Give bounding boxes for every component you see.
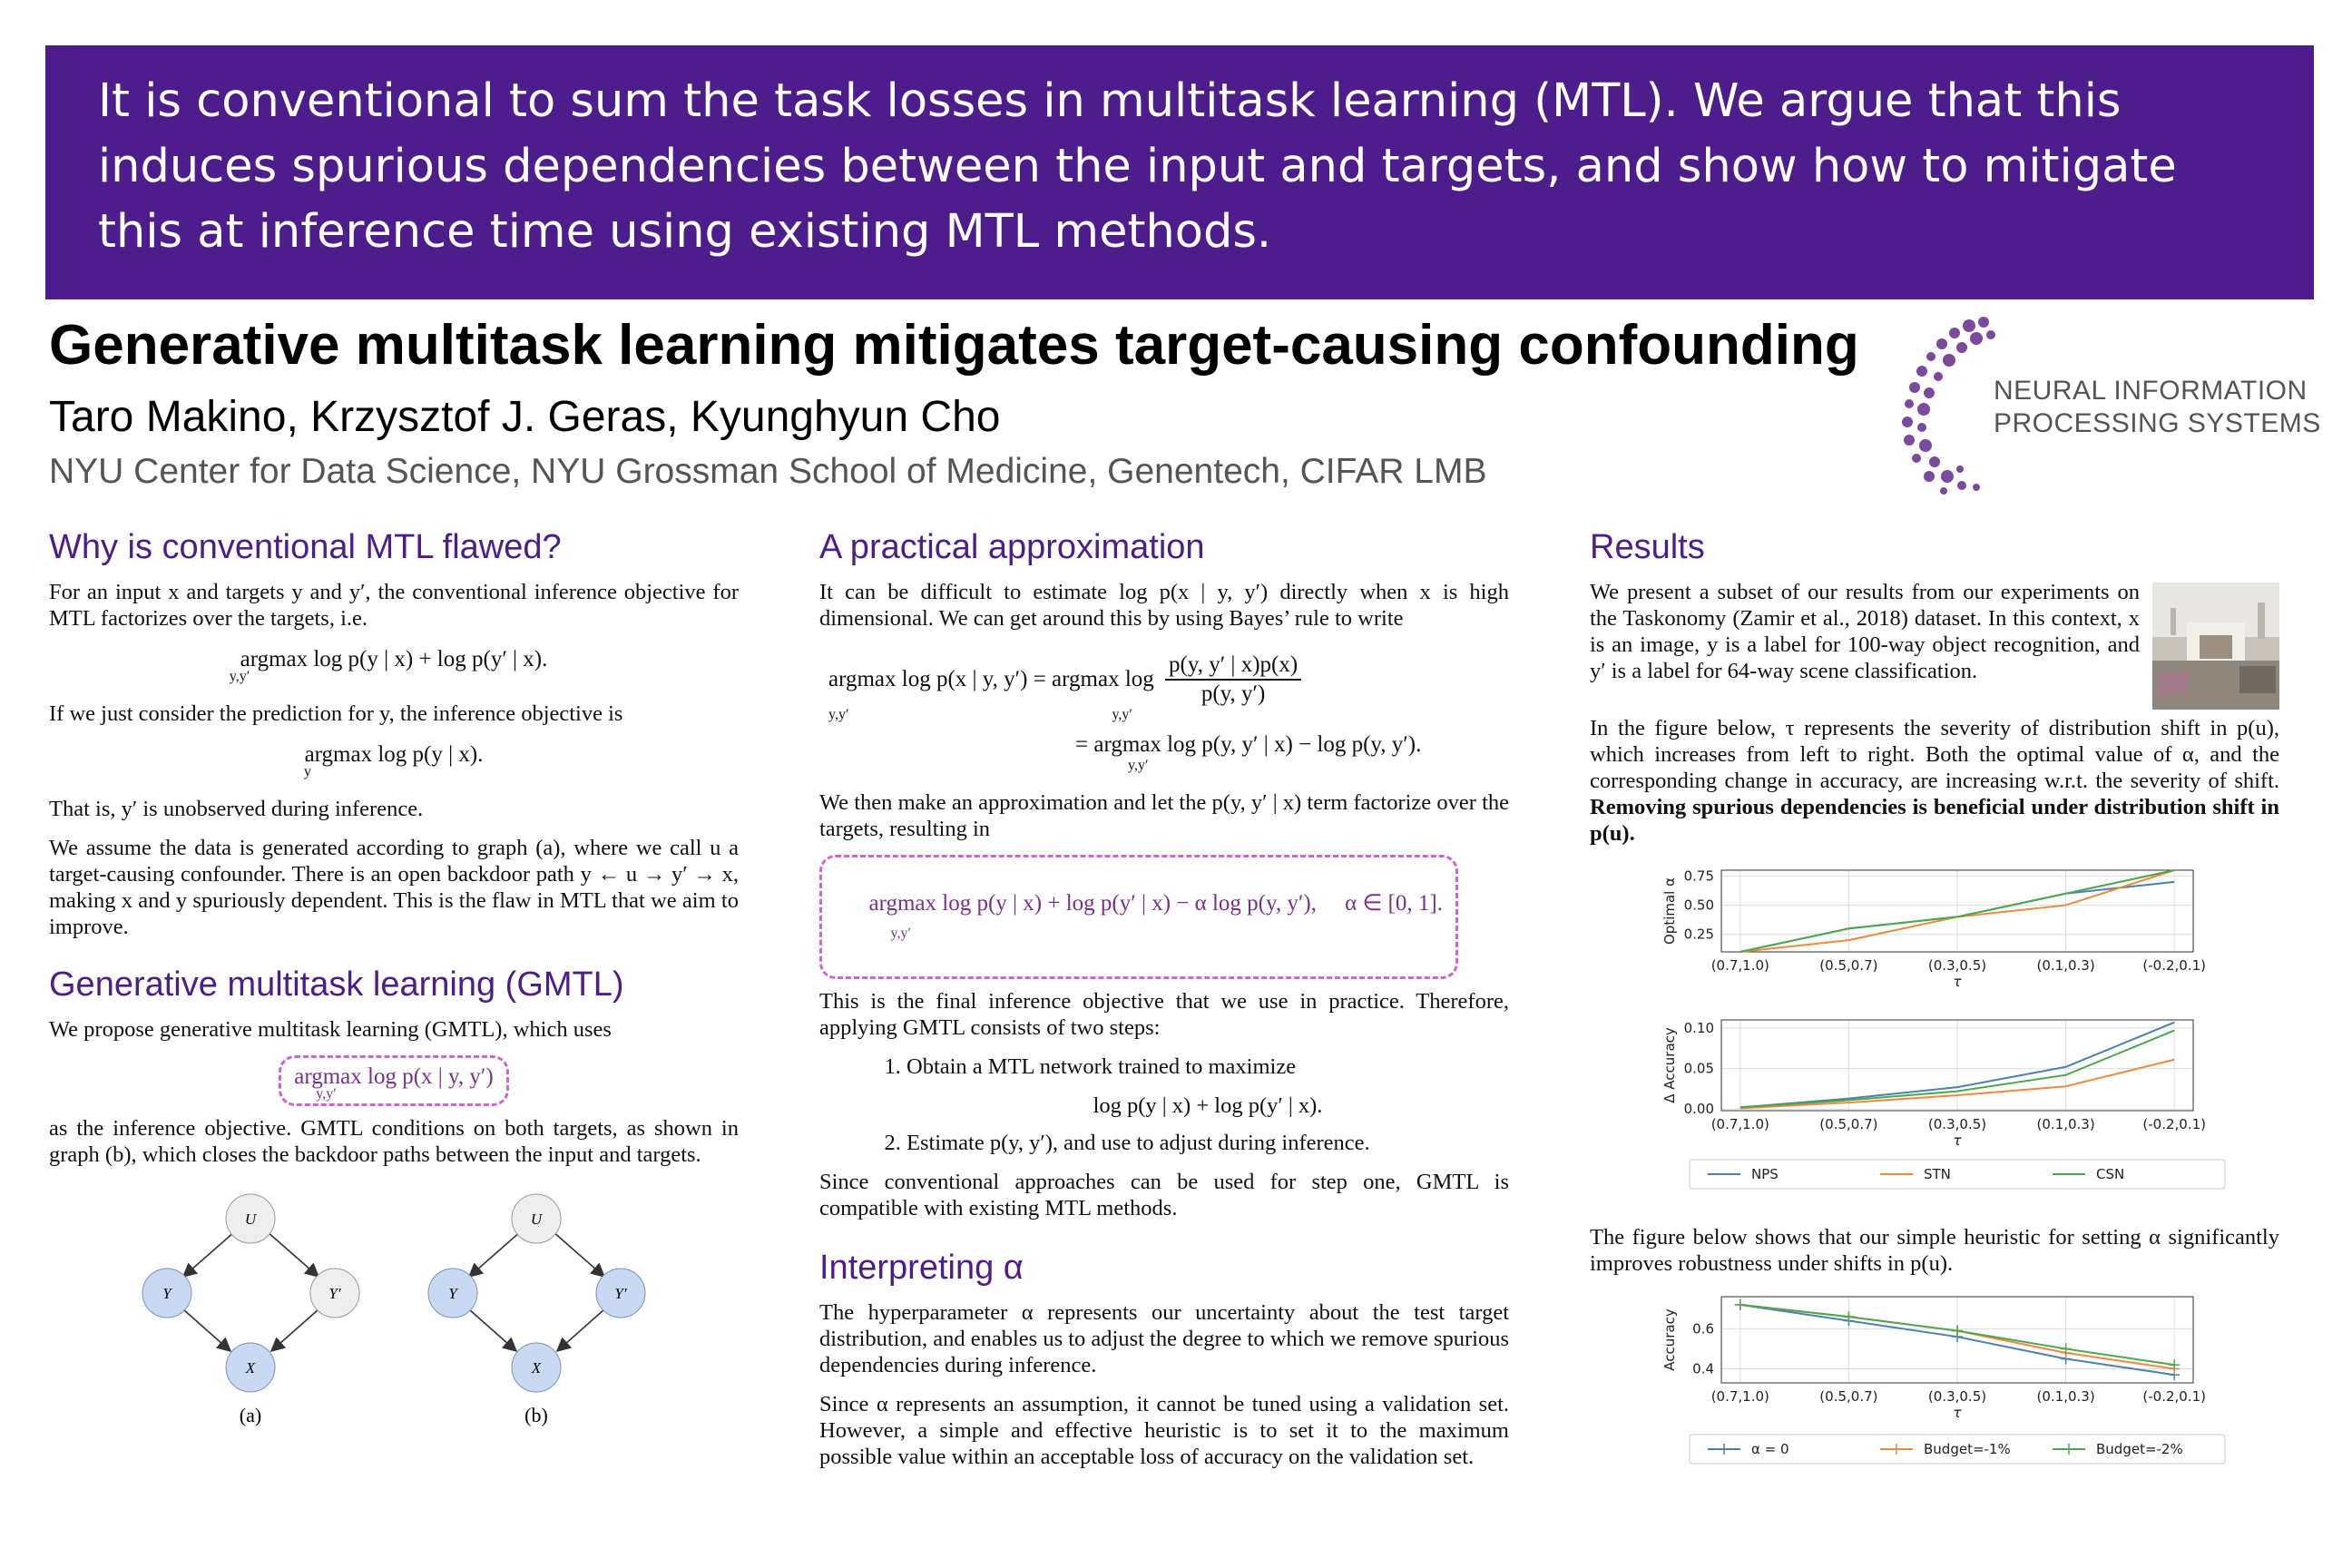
x-axis-label: τ [1953, 1405, 1962, 1421]
x-tick-label: (0.1,0.3) [2036, 1388, 2095, 1405]
y-tick-label: 0.05 [1683, 1060, 1714, 1077]
node-label: X [531, 1359, 542, 1377]
graph-b [428, 1194, 645, 1426]
list-item [906, 1130, 1509, 1156]
y-tick-label: 0.10 [1683, 1019, 1714, 1036]
affiliations: NYU Center for Data Science, NYU Grossman School of Medicine, Genentech, CIFAR LMB [49, 452, 1487, 491]
node-label: X [245, 1359, 256, 1377]
x-tick-label: (0.7,1.0) [1710, 957, 1769, 974]
step-text: Estimate p(y, y′), and use to adjust during inference. [906, 1131, 1370, 1155]
neurips-logo [1896, 313, 2321, 495]
paragraph: We present a subset of our results from our experiments on the Taskonomy (Zamir et al., 2018) dataset. In this context, x is an image, y is a label for 100-way object recognition, and y′ is a label for 64-way scene classification. [1590, 580, 2140, 683]
graph-caption: (a) [239, 1404, 262, 1426]
equation-body: argmax log p(y | x). [304, 742, 484, 767]
section-heading-interpreting: Interpreting α [819, 1249, 1024, 1287]
x-tick-label: (0.5,0.7) [1819, 957, 1878, 974]
step-text: Obtain a MTL network trained to maximize [906, 1054, 1297, 1079]
x-tick-label: (0.7,1.0) [1710, 1388, 1769, 1405]
logo-line-2: PROCESSING SYSTEMS [1994, 408, 2321, 438]
legend-label: α = 0 [1751, 1441, 1789, 1457]
equation [49, 741, 739, 779]
equation-subscript: y,y′ [1112, 707, 1132, 722]
equation [49, 1055, 739, 1106]
x-tick-label: (0.7,1.0) [1710, 1116, 1769, 1132]
equation-subscript: y,y′ [229, 669, 250, 684]
x-tick-label: (-0.2,0.1) [2142, 1116, 2207, 1132]
paragraph: This is the final inference objective that we use in practice. Therefore, applying GMTL consists of two steps: [819, 989, 1509, 1040]
fraction [1165, 652, 1301, 708]
section-heading-gmtl: Generative multitask learning (GMTL) [49, 965, 624, 1004]
y-axis-label: Δ Accuracy [1661, 1027, 1678, 1103]
logo-dots-icon [1896, 313, 1996, 495]
equation-body: argmax log p(y | x) + log p(y′ | x). [240, 647, 548, 671]
causal-graphs-svg [49, 1193, 739, 1429]
x-tick-label: (0.1,0.3) [2036, 1116, 2095, 1132]
x-axis-label: τ [1953, 974, 1962, 990]
paragraph: The hyperparameter α represents our uncertainty about the test target distribution, and enables us to adjust the degree to which we remove spurious dependencies during inference. [819, 1300, 1510, 1377]
data-point [1735, 1299, 1746, 1310]
x-tick-label: (0.1,0.3) [2036, 957, 2095, 974]
logo-line-1: NEURAL INFORMATION [1994, 376, 2308, 406]
section-heading-why: Why is conventional MTL flawed? [49, 528, 562, 566]
equation [49, 646, 739, 684]
column-2 [819, 526, 1509, 1483]
steps-list [819, 1054, 1509, 1156]
x-tick-label: (0.3,0.5) [1927, 1388, 1987, 1405]
legend-label: STN [1924, 1166, 1951, 1182]
paragraph: Since conventional approaches can be used for step one, GMTL is compatible with existing MTL methods. [819, 1170, 1509, 1220]
highlighted-equation [819, 855, 1458, 979]
paragraph: We assume the data is generated according to graph (a), where we call u a target-causing confounder. There is an open backdoor path y ← u → y′ → x, making x and y spuriously dependent. This is the flaw in MTL that we aim to improve. [49, 836, 739, 939]
column-3 [1590, 526, 2279, 1471]
paragraph: Since α represents an assumption, it cannot be tuned using a validation set. However, a simple and effective heuristic is to set it to the maximum possible value within an acceptable loss of accuracy on the validation set. [819, 1392, 1509, 1469]
paragraph-text: In the figure below, τ represents the severity of distribution shift in p(u), which increases from left to right. Both the optimal value of α, and the corresponding change in accuracy, are increasing w.r.t. the severity of shift. [1590, 716, 2279, 793]
data-point [1952, 1326, 1963, 1337]
x-tick-label: (0.5,0.7) [1819, 1388, 1878, 1405]
equation-line-2: = argmax log p(y, y′ | x) − log p(y, y′). [1075, 732, 1422, 757]
legend-label: NPS [1751, 1166, 1779, 1182]
equation-subscript: y,y′ [890, 926, 911, 941]
x-tick-label: (0.3,0.5) [1927, 957, 1987, 974]
equation-subscript: y,y′ [1128, 758, 1149, 773]
node-label: Y [162, 1285, 172, 1302]
y-tick-label: 0.4 [1692, 1360, 1714, 1377]
authors: Taro Makino, Krzysztof J. Geras, Kyunghyun Cho [49, 393, 1001, 441]
paragraph [1590, 715, 2279, 847]
fraction-denominator: p(y, y′) [1200, 681, 1266, 706]
tldr-text: It is conventional to sum the task losses in multitask learning (MTL). We argue that this induces spurious dependencies between the input and targets, and show how to mitigate this at inference time using existing MTL methods. [98, 74, 2177, 259]
equation-subscript: y,y′ [316, 1086, 337, 1102]
x-tick-label: (0.5,0.7) [1819, 1116, 1878, 1132]
x-tick-label: (0.3,0.5) [1927, 1116, 1987, 1132]
causal-graphs [49, 1193, 739, 1426]
section-heading-approximation: A practical approximation [819, 528, 1205, 566]
paragraph: as the inference objective. GMTL conditions on both targets, as shown in graph (b), which closes the backdoor paths between the input and targets. [49, 1116, 739, 1167]
fraction-numerator: p(y, y′ | x)p(x) [1165, 652, 1301, 681]
x-tick-label: (-0.2,0.1) [2142, 1388, 2207, 1405]
column-1 [49, 526, 739, 1426]
logo-text [1994, 375, 2321, 440]
paragraph: That is, y′ is unobserved during inference. [49, 797, 424, 821]
equation [819, 855, 1509, 979]
y-tick-label: 0.50 [1683, 897, 1714, 914]
accuracy-chart [1590, 1289, 2279, 1471]
equation-lhs: argmax log p(x | y, y′) = argmax log [828, 667, 1154, 691]
legend-label: Budget=-1% [1924, 1441, 2011, 1457]
node-label: Y′ [614, 1285, 627, 1302]
highlighted-equation [279, 1055, 508, 1106]
list-item [906, 1054, 1509, 1119]
equation-subscripts [828, 708, 1509, 722]
node-label: Y′ [328, 1285, 341, 1302]
legend-label: Budget=-2% [2096, 1441, 2183, 1457]
equation-body: argmax log p(x | y, y′) [294, 1064, 494, 1089]
optimal-alpha-and-delta-accuracy-chart [1590, 861, 2279, 1197]
x-tick-label: (-0.2,0.1) [2142, 957, 2207, 974]
section-heading-results: Results [1590, 528, 1705, 566]
y-tick-label: 0.00 [1683, 1101, 1714, 1118]
y-tick-label: 0.25 [1683, 926, 1714, 943]
node-label: Y [448, 1285, 457, 1302]
graph-caption: (b) [524, 1404, 548, 1426]
y-tick-label: 0.75 [1683, 867, 1714, 885]
y-tick-label: 0.6 [1692, 1320, 1714, 1338]
paragraph-emphasis: Removing spurious dependencies is beneficial under distribution shift in p(u). [1590, 795, 2279, 846]
paragraph: It can be difficult to estimate log p(x | y, y′) directly when x is high dimensional. We can get around this by using Bayes’ rule to write [819, 580, 1509, 631]
equation-subscript: y,y′ [828, 707, 849, 722]
paragraph: We propose generative multitask learning (GMTL), which uses [49, 1017, 612, 1042]
node-label: U [244, 1210, 257, 1228]
bayes-equation [828, 652, 1509, 773]
node-label: U [530, 1210, 543, 1228]
paper-title: Generative multitask learning mitigates target-causing confounding [49, 314, 1859, 377]
paragraph: For an input x and targets y and y′, the conventional inference objective for MTL factorizes over the targets, i.e. [49, 580, 739, 631]
y-axis-label: Accuracy [1661, 1308, 1678, 1371]
equation-body: argmax log p(y | x) + log p(y′ | x) − α log p(y, y′), α ∈ [0, 1]. [868, 891, 1443, 916]
paragraph: If we just consider the prediction for y, the inference objective is [49, 701, 623, 726]
tldr-banner [45, 45, 2314, 299]
paragraph: We then make an approximation and let the p(y, y′ | x) term factorize over the targets, resulting in [819, 790, 1509, 841]
paragraph: The figure below shows that our simple heuristic for setting α significantly improves robustness under shifts in p(u). [1590, 1225, 2279, 1276]
x-axis-label: τ [1953, 1132, 1962, 1149]
graph-a [142, 1194, 359, 1426]
legend-label: CSN [2096, 1166, 2125, 1182]
taskonomy-image [2152, 583, 2279, 710]
y-axis-label: Optimal α [1661, 877, 1678, 946]
equation-subscript: y [304, 764, 311, 779]
step-equation: log p(y | x) + log p(y′ | x). [1093, 1093, 1323, 1118]
